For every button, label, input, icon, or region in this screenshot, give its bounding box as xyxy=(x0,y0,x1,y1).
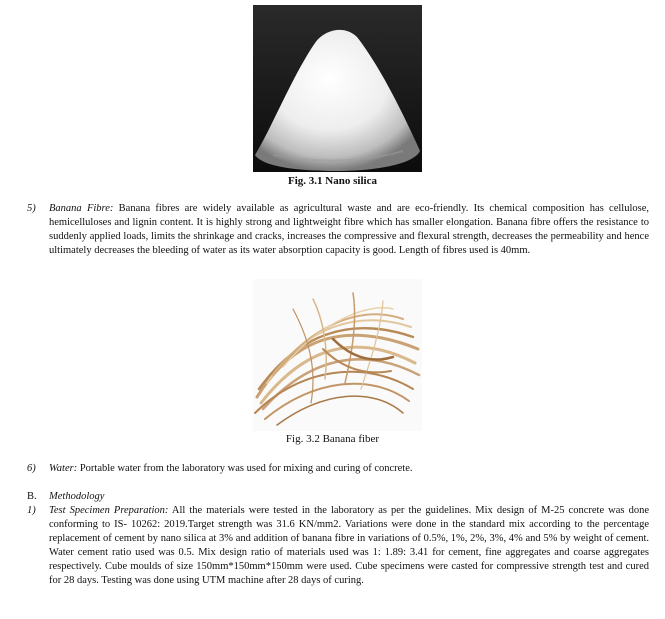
section-heading xyxy=(49,490,649,504)
paragraph-title: Test Specimen Preparation: xyxy=(49,505,169,516)
banana-fibre-paragraph xyxy=(49,202,649,258)
figure-caption: Fig. 3.2 Banana fiber xyxy=(285,433,380,445)
list-number: 5) xyxy=(27,203,36,214)
figure-caption: Fig. 3.1 Nano silica xyxy=(288,175,377,187)
paragraph-title: Water: xyxy=(49,463,78,474)
paragraph-text: Portable water from the laboratory was used for mixing and curing of concrete. xyxy=(79,463,413,474)
paragraph-text: All the materials were tested in the laboratory as per the guidelines. Mix design of M-25 concrete was done conforming to IS- 10262: 2019.Target strength was 31.6 KN/mm2. Variations were done in the standard mix according to the percentage replacement of cement by nano silica at 3% and addition of banana fibre in variations of 0.5%, 1%, 2%, 3%, 4% and 5% by weight of cement. Water cement ratio used was 0.5. Mix design ratio of materials used was 1: 1.89: 3.41 for cement, fine aggregates and coarse aggregates respectively. Cube moulds of size 150mm*150mm*150mm were used. Cube specimens were casted for compressive strength test and cured for 28 days. Testing was done using UTM machine after 28 days of curing. xyxy=(49,505,649,586)
paragraph-title: Banana Fibre: xyxy=(49,203,114,214)
section-number: B. xyxy=(27,491,37,502)
nano-silica-powder-image xyxy=(253,5,422,172)
list-number: 1) xyxy=(27,505,36,516)
paragraph-text: Banana fibres are widely available as agricultural waste and are eco-friendly. Its chemical composition has cellulose, hemicelluloses and lignin content. It is highly strong and lightweight fibre which has smaller elongation. Banana fibre offers the resistance to suddenly applied loads, limits the shrinkage and cracks, increases the compressive and flexural strength, decreases the permeability and hence ultimately decreases the bleeding of water as its water absorption capacity is good. Length of fibres used is 40mm. xyxy=(49,203,649,256)
water-paragraph xyxy=(49,462,649,476)
section-title: Methodology xyxy=(49,491,105,502)
banana-fibre-image xyxy=(253,279,422,431)
test-specimen-paragraph xyxy=(49,504,649,588)
list-number: 6) xyxy=(27,463,36,474)
